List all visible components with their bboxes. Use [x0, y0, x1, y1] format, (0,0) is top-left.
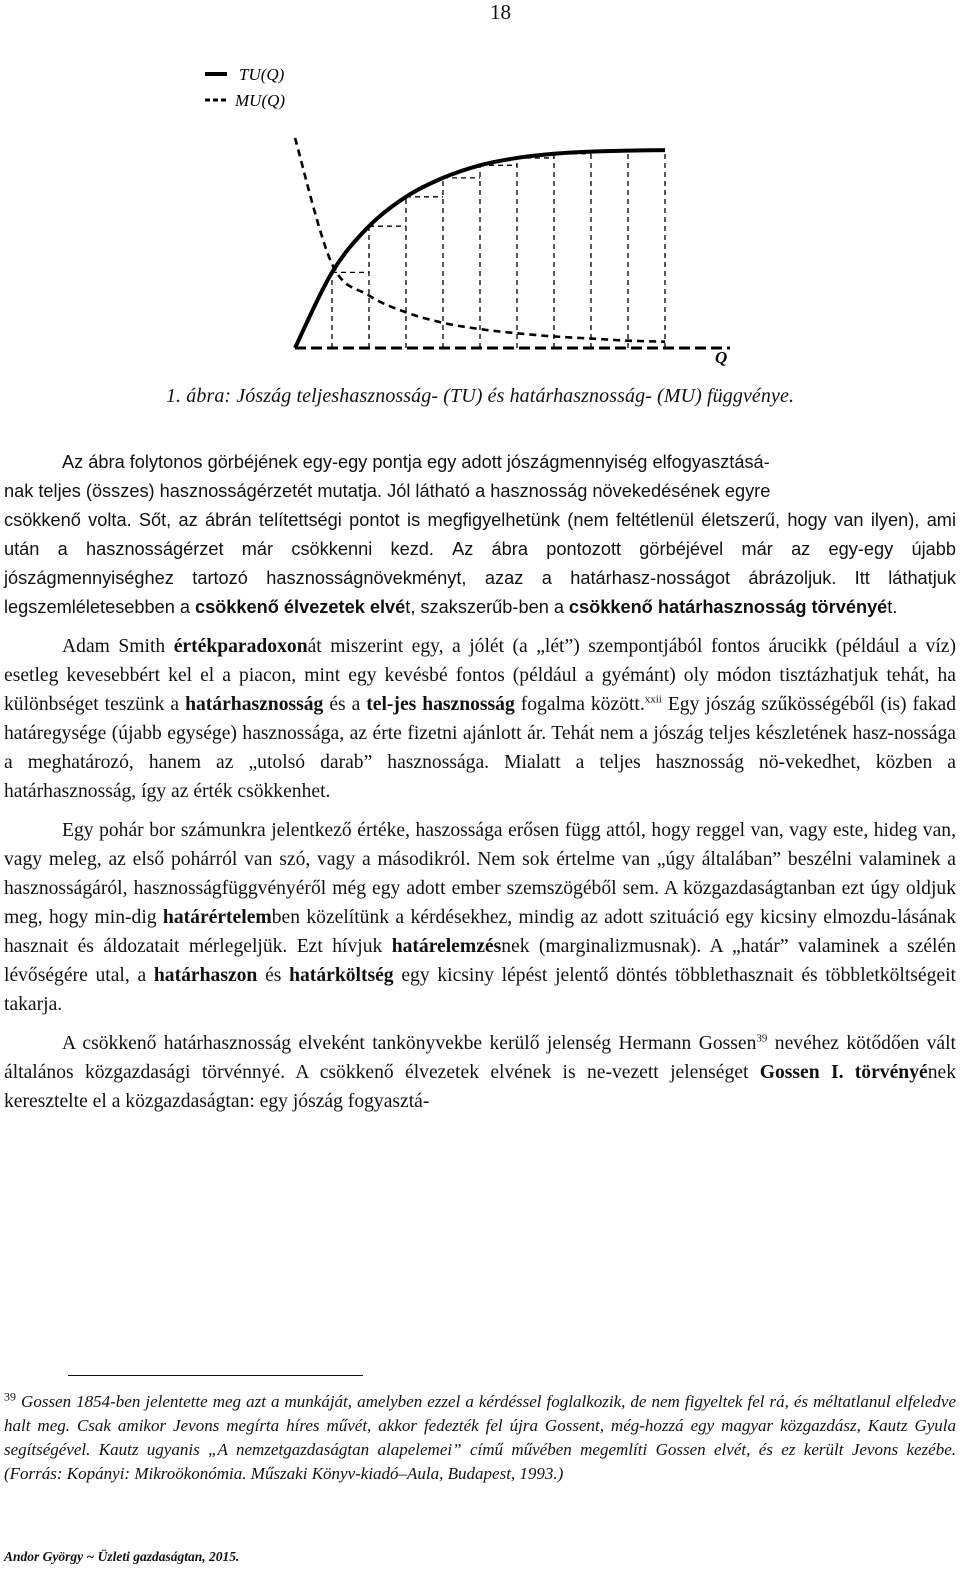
x-axis-label: Q: [715, 348, 728, 367]
p1-line1: Az ábra folytonos görbéjének egy-egy pontja egy adott jószágmennyiség elfogyasztásá-: [62, 452, 770, 472]
term-hatarhasznossag: határhasznosság: [185, 694, 324, 715]
page-footer: Andor György ~ Üzleti gazdaságtan, 2015.: [4, 1549, 240, 1564]
p2-c: át miszerint egy, a jólét (a „lét”) szempontjából fontos árucikk (például a víz) esetleg kevesebbért kel el a piacon, mint egy kevésbé fontos (például a gyémánt) oly módon tisztázhatjuk tehát, ha különbséget teszünk a: [4, 636, 957, 715]
p1-sentence4: Itt láthatjuk legszemléletesebben a: [4, 568, 956, 617]
term-hatarelemzes: határelemzés: [391, 936, 502, 957]
p3-e: nek (marginalizmusnak). A „határ” valaminek a szélén lévőségére utal, a: [4, 936, 956, 986]
term-ertekparadoxon: értékparadoxon: [173, 636, 308, 657]
footnote-39: [4, 1390, 956, 1486]
p3-c: ben közelítünk a kérdésekhez, mindig az adott szituáció egy kicsiny elmozdu-lásának hasznait és áldozatait mérlegeljük. Ezt hívjuk: [4, 907, 956, 957]
p1-sentence4-end: t.: [887, 597, 898, 617]
page-number: 18: [490, 0, 511, 24]
paragraph-2: [4, 632, 956, 806]
p3-a: Egy pohár bor számunkra jelentkező értéke, haszossága erősen függ attól, hogy reggel van, vagy este, hideg van, vagy meleg, az első pohárról van szó, vagy a másodikról. Nem sok értelme van „úgy általában” beszélni valaminek a hasznosságáról, hasznosságfüggvényéről még egy adott ember szemszögéből sem. A közgazdaságtanban ezt úgy oldjuk meg, hogy min-dig: [4, 820, 956, 928]
footnote-text: Gossen 1854-ben jelentette meg azt a munkáját, amelyben ezzel a kérdéssel foglalkozik, de nem figyeltek fel rá, és méltatlanul elfeledve halt meg. Csak amikor Jevons megírta híres művét, akkor fedezték fel újra Gossent, még-hozzá egy magyar közgazdász, Kautz Gyula segítségével. Kautz ugyanis „A nemzetgazdaságtan alapelemei” című művében megemlíti Gossen elvét, és ez került Jevons kezébe. (Forrás: Kopányi: Mikroökonómia. Műszaki Könyv-kiadó–Aula, Budapest, 1993.): [4, 1392, 957, 1483]
p1-sentence4-cont: t, szakszerűb-ben a: [405, 597, 564, 617]
endnote-ref-xxii: xxii: [644, 693, 662, 706]
paragraph-1: [4, 448, 956, 622]
p4-b: nevéhez kötődően vált általános közgazdasági törvénnyé. A csökkenő élvezetek elvének is ne-vezett jelenséget: [4, 1033, 957, 1083]
term-hatarertelem: határértelem: [162, 907, 272, 928]
p1-line3: csökkenő volta.: [4, 510, 132, 530]
p2-a: Adam Smith: [62, 636, 166, 657]
p3-i: egy kicsiny lépést jelentő döntés többlethasznait és többletköltségeit takarja.: [4, 965, 956, 1015]
term-hatarhaszon: határhaszon: [153, 965, 258, 986]
legend-label-tu: TU(Q): [239, 65, 285, 84]
legend-label-mu: MU(Q): [235, 91, 286, 110]
paragraph-4: [4, 1029, 956, 1116]
p4-d: nek keresztelte el a közgazdaságtan: egy jószág fogyasztá-: [4, 1062, 956, 1112]
p2-e: és a: [329, 694, 361, 715]
term-csokkeno-elvezetek-elve: csökkenő élvezetek elvé: [194, 597, 406, 617]
p1-sentence3: Az ábra pontozott görbéjével már az egy-egy újabb jószágmennyiséghez tartozó hasznosságnövekményt, azaz a határhasz-nosságot ábrázoljuk.: [4, 539, 956, 588]
p1-line2: nak teljes (összes) hasznosságérzetét mutatja. Jól látható a hasznosság növekedésének egyre: [4, 481, 771, 501]
p4-a: A csökkenő határhasznosság elveként tankönyvekbe kerülő jelenség Hermann Gossen: [62, 1033, 757, 1054]
term-teljes-hasznossag: tel-jes hasznosság: [366, 694, 515, 715]
figure-caption: 1. ábra: Jószág teljeshasznosság- (TU) és határhasznosság- (MU) függvénye.: [165, 385, 795, 407]
body-text: [4, 448, 956, 1126]
p1-sentence2: Sőt, az ábrán telítettségi pontot is megfigyelhetünk (nem feltétlenül életszerű, hogy van ilyen), ami után a hasznosságérzet már csökkenni kezd.: [4, 510, 956, 559]
p2-h: Egy jószág szűkösségéből (is) fakad határegysége (újabb egysége) hasznossága, az érte fizetni ajánlott ár. Tehát nem a jószág teljes készletének hasz-nossága a meghatározó, hanem az „utolsó darab” hasznossága. Mialatt a teljes hasznosság nö-vekedhet, közben a határhasznosság, így az érték csökkenhet.: [4, 694, 957, 802]
p3-g: és: [265, 965, 282, 986]
paragraph-3: [4, 816, 956, 1019]
term-gossen-i-torveny: Gossen I. törvényé: [759, 1062, 928, 1083]
term-hatarkoltseg: határköltség: [289, 965, 394, 986]
footnote-ref-39: 39: [756, 1032, 768, 1045]
footnote-number: 39: [4, 1389, 16, 1404]
term-csokkeno-hatarhasznossag: csökkenő határhasznosság törvényé: [568, 597, 888, 617]
utility-chart: [195, 58, 745, 368]
footnote-separator: [68, 1375, 363, 1376]
p2-g: fogalma között.: [520, 694, 645, 715]
